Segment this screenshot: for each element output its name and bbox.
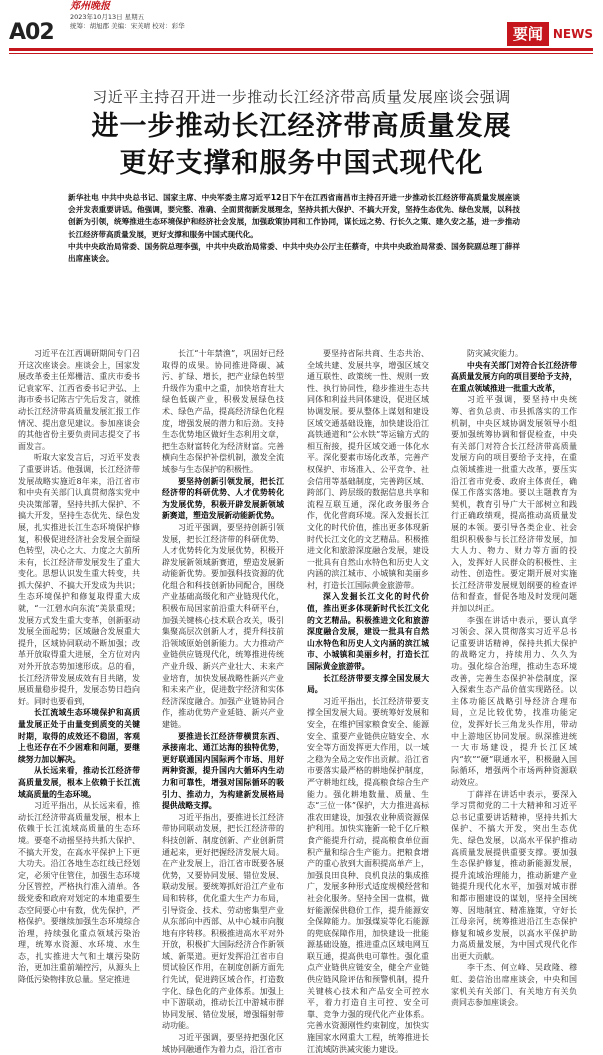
lead-paragraph: 新华社电 中共中央总书记、国家主席、中央军委主席习近平12日下午在江西省南昌市主持召开进一步推动长江经济带高质量发展座谈会并发表重要讲话。他强调，要完整、准确、全面贯彻新发展理念，坚持共抓大保护、不搞大开发，坚持生态优先、绿色发展，以科技创新为引领，统筹推进生态环境保护和经济社会发展，加强政策协同和工作协同，谋长远之势、行长久之策、建久安之基，进一步推动长江经济带高质量发展，更好支撑和服务中国式现代化。 (68, 193, 520, 239)
headline-kicker: 习近平主持召开进一步推动长江经济带高质量发展座谈会强调 (92, 88, 511, 106)
emphasis-text: 中央有关部门对符合长江经济带高质量发展方向的项目要给予支持，在重点领域推进一批重大改革， (451, 360, 577, 393)
body-paragraph: 习近平指出，从长远来看，推动长江经济带高质量发展，根本上依赖于长江流域高质量的生态环境。要毫不动摇坚持共抓大保护、不搞大开发，在高水平保护上下更大功夫。沿江各地生态红线已经划定，必须守住管住，加强生态环境分区管控，严格执行准入清单。各级党委和政府对划定的本地重要生态空间要心中有数，优先保护，严格保护。要继续加强生态环境综合治理，持续强化重点领域污染治理，统筹水资源、水环境、水生态，扎实推进大气和土壤污染防治，更加注重前端控污，从源头上降低污染物排放总量。坚定推进 (18, 801, 140, 985)
body-paragraph-emphasis (162, 476, 284, 522)
body-paragraph: 李干杰、何立峰、吴政隆、穆虹、姜信治出席座谈会，中央和国家机关有关部门、有关地方有关负责同志参加座谈会。 (451, 963, 577, 1008)
body-paragraph: 长江“十年禁渔”，巩固好已经取得的成果。协同推进降碳、减污、扩绿、增长，把产业绿色转型升级作为重中之重，加快培育壮大绿色低碳产业，积极发展绿色技术、绿色产品，提高经济绿色化程度，增强发展的潜力和后劲。支持生态优势地区做好生态利用文章，把生态财富转化为经济财富。完善横向生态保护补偿机制，激发全流域参与生态保护的积极性。 (162, 349, 284, 474)
header-rule (9, 48, 593, 51)
headline-main-line2: 更好支撑和服务中国式现代化 (119, 148, 484, 179)
body-paragraph-emphasis (162, 731, 284, 812)
body-paragraph: 丁薛祥在讲话中表示，要深入学习贯彻党的二十大精神和习近平总书记重要讲话精神，坚持共抓大保护、不搞大开发，突出生态优先、绿色发展，以高水平保护推动高质量发展提供重要支撑。要加强生态保护修复，推动新能源发展，提升流域治理能力，推动新建产业链提升现代化水平，加强对城市群和都市圈建设的谋划，坚持全国统筹、因地制宜、精准施策，守好长江母亲河，统筹推进沿江生态保护修复和城乡发展，以高水平保护助力高质量发展，为中国式现代化作出更大贡献。 (451, 789, 577, 961)
body-paragraph: 习近平强调，要坚持中央统筹、省负总责、市县抓落实的工作机制，中央区域协调发展领导小组要加强统筹协调和督促检查，中央有关部门对符合长江经济带高质量发展方向的项目要给予支持，在重点领域推进一批重大改革，要压实沿江省市党委、政府主体责任，确保工作落实落地。要以主题教育为契机，教育引导广大干部树立和践行正确政绩观，提高推动高质量发展的本领。要引导各类企业、社会组织积极参与长江经济带发展，加大人力、物力、财力等方面的投入，发挥好人民群众的积极性、主动性、创造性。要定期开展对实施长江经济带发展规划纲要的检查评估和督查，督促各地及时发现问题并加以纠正。 (451, 395, 577, 614)
section-name: 要闻 (507, 22, 549, 46)
body-paragraph: 防灾减灾能力。 (467, 349, 523, 358)
body-paragraph: 听取大家发言后，习近平发表了重要讲话。他强调，长江经济带发展战略实施近8年来，沿江省市和中央有关部门认真贯彻落实党中央决策部署，坚持共抓大保护、不搞大开发，坚持生态优先、绿色发展，扎实推进长江生态环境保护修复，积极促进经济社会发展全面绿色转型，决心之大、力度之大前所未有，长江经济带发展发生了重大变化。思想认识发生重大转变，共抓大保护、不搞大开发成为共识；生态环境保护和修复取得重大成就，“一江碧水向东流”美景重现；发展方式发生重大变革，创新驱动发展全面起势；区域融合发展重大提升，区域协同联动不断加强；改革开放取得重大进展，全方位对内对外开放态势加速形成。总的看，长江经济带发展成效有目共睹，发展质量稳步提升，发展态势日趋向好。同时也要看到， (18, 453, 140, 706)
body-paragraph: 要坚持省际共商、生态共治、全域共建、发展共享，增强区域交通互联性、政策统一性、规则一致性、执行协同性，稳步推进生态共同体和利益共同体建设，促进区域协调发展。要从整体上谋划和建设区域交通基础设施，加快建设沿江高铁通道和“公水铁”等运输方式的相互衔接，提升区域交通一体化水平。深化要素市场化改革，完善产权保护、市场准入、公平竞争、社会信用等基础制度，完善跨区域、跨部门、跨层级的数据信息共享和流程互联互通，深化政务服务合作，优化营商环境。深入发掘长江文化的时代价值，推出更多体现新时代长江文化的文艺精品。积极推进文化和旅游深度融合发展，建设一批具有自然山水特色和历史人文内涵的滨江城市、小城镇和美丽乡村，打造长江国际黄金旅游带。 (307, 349, 429, 590)
header-meta (70, 2, 185, 31)
emphasis-text: 长江流域生态环境保护和高质量发展正处于由量变到质变的关键时期，取得的成效还不稳固，客观上也还存在不少困难和问题，要继续努力加以解决。 (18, 708, 140, 764)
body-column-3 (307, 348, 429, 1054)
body-paragraph: 习近平强调，要坚持创新引领发展，把长江经济带的科研优势、人才优势转化为发展优势，积极开辟发展新领域新赛道，塑造发展新动能新优势。要加强科技资源的优化组合和科技创新协同配合，围绕产业基础高级化和产业链现代化，积极布局国家前沿重大科研平台，加强关键核心技术联合攻关，吸引集聚高层次创新人才，提升科技前沿领域原始创新能力。大力推动产业链供应链现代化，统筹推进传统产业升级、新兴产业壮大、未来产业培育，加快发展战略性新兴产业和未来产业，促进数字经济和实体经济深度融合。加强产业链协同合作，推动优势产业延链、新兴产业建链。 (162, 522, 284, 729)
header-rule-thin (9, 53, 593, 54)
emphasis-text: 要坚持创新引领发展，把长江经济带的科研优势、人才优势转化为发展优势，积极开辟发展新领域新赛道，塑造发展新动能新优势。 (162, 476, 284, 521)
body-paragraph: 习近平强调，要坚持把强化区域协同融通作为着力点，沿江省市 (162, 1033, 284, 1054)
emphasis-text: 深入发掘长江文化的时代价值，推出更多体现新时代长江文化的文艺精品。积极推进文化和旅游深度融合发展，建设一批具有自然山水特色和历史人文内涵的滨江城市、小城镇和美丽乡村，打造长江国际黄金旅游带。 (307, 592, 429, 672)
body-column-1 (18, 348, 140, 985)
emphasis-text: 要推进长江经济带横贯东西、承接南北、通江达海的独特优势，更好联通国内国际两个市场、用好两种资源，提升国内大循环内生动力和可靠性，增强对国际循环的吸引力、推动力，为构建新发展格局提供战略支撑。 (162, 731, 284, 811)
page-number: A02 (9, 20, 54, 45)
editor-credits: 统筹：胡旭郡 美编：宋芙晴 校对：彩华 (70, 22, 185, 30)
body-paragraph-emphasis (18, 707, 140, 765)
section-name-en: NEWS (552, 27, 593, 41)
body-paragraph-emphasis (307, 591, 429, 672)
body-paragraph-emphasis (18, 765, 140, 800)
lead-paragraph: 中共中央政治局常委、国务院总理李强，中共中央政治局常委、中共中央办公厅主任蔡奇，中共中央政治局常委、国务院副总理丁薛祥出席座谈会。 (68, 241, 520, 264)
body-paragraph: 习近平指出，长江经济带要支撑全国发展大局。要统筹好发展和安全，在维护国家粮食安全、能源安全、重要产业链供应链安全、水安全等方面发挥更大作用，以一域之稳为全局之安作出贡献。沿江省市要落实最严格的耕地保护制度，严守耕地红线，提高粮食综合生产能力。强化耕地数量、质量、生态“三位一体”保护，大力推进高标准农田建设，加强农业种质资源保护利用。加快实施新一轮千亿斤粮食产能提升行动，提高粮食单位面积产量和综合生产能力。把粮食增产的重心放到大面积提高单产上，加强良田良种、良机良法的集成推广，发展多种形式适度规模经营和社会化服务。坚持全国一盘棋，做好能源保供稳价工作，提升能源安全保障能力。加强煤炭等化石能源的兜底保障作用，加快建设一批能源基础设施，推进重点区域电网互联互通，提高供电可靠性。强化重点产业链供应链安全，健全产业链供应链风险评估和预警机制，提升关键核心技术和产品安全可控水平，着力打造自主可控、安全可靠、竞争力强的现代化产业体系。完善水资源刚性约束制度，加快实施国家水网重大工程，统筹推进长江流域防洪减灾能力建设。 (307, 696, 429, 1054)
section-tag (507, 22, 593, 46)
body-column-2 (162, 348, 284, 1054)
masthead-logo: 郑州晚报 (70, 1, 110, 12)
body-paragraph-emphasis (307, 673, 429, 696)
body-paragraph-emphasis (451, 360, 577, 395)
emphasis-text: 从长远来看，推动长江经济带高质量发展，根本上依赖于长江流域高质量的生态环境。 (18, 766, 140, 799)
body-paragraph: 习近平在江西调研期间专门召开这次座谈会。座谈会上，国家发展改革委主任郑栅洁、重庆市委书记袁家军、江西省委书记尹弘、上海市委书记陈吉宁先后发言，就推动长江经济带高质量发展汇报工作情况、提出意见建议。参加座谈会的其他省份主要负责同志提交了书面发言。 (18, 349, 140, 451)
page-header (0, 0, 603, 52)
body-column-4 (451, 348, 577, 1008)
body-paragraph: 李强在讲话中表示，要认真学习领会、深入贯彻落实习近平总书记重要讲话精神，保持共抓大保护的战略定力，持续用力、久久为功。强化综合治理，推动生态环境改善，完善生态保护补偿制度，深入探索生态产品价值实现路径。以主体功能区战略引导经济合理布局，立足比较优势，找准功能定位，发挥好长三角龙头作用，带动中上游地区协同发展。纵深推进统一大市场建设，提升长江区域内“软”“硬”联通水平，积极融入国际循环，增强两个市场两种资源联动效应。 (451, 615, 577, 787)
headline-main-line1: 进一步推动长江经济带高质量发展 (91, 111, 512, 142)
issue-date: 2023年10月13日 星期五 (70, 13, 145, 21)
body-paragraph: 习近平指出，要推进长江经济带协同联动发展，把长江经济带的科技创新、制度创新、产业创新贯通起来，更好把握经济发展大局。在产业发展上，沿江省市既要各展优势，又要协同发展、错位发展、联动发展。要统筹抓好沿江产业布局和转移，优化重大生产力布局，引导资金、技术、劳动密集型产业从东部向中西部、从中心城市向腹地有序转移。积极推进高水平对外开放，积极扩大国际经济合作新领域、新渠道。更好发挥沿江省市自贸试验区作用，在制度创新方面先行先试，促进跨区域合作，打造数字化、绿色化的产业体系。加强上中下游联动，推动长江中游城市群协同发展、错位发展，增强辐射带动功能。 (162, 812, 284, 1031)
emphasis-text: 长江经济带要支撑全国发展大局。 (307, 673, 429, 695)
article-lead (68, 192, 520, 265)
